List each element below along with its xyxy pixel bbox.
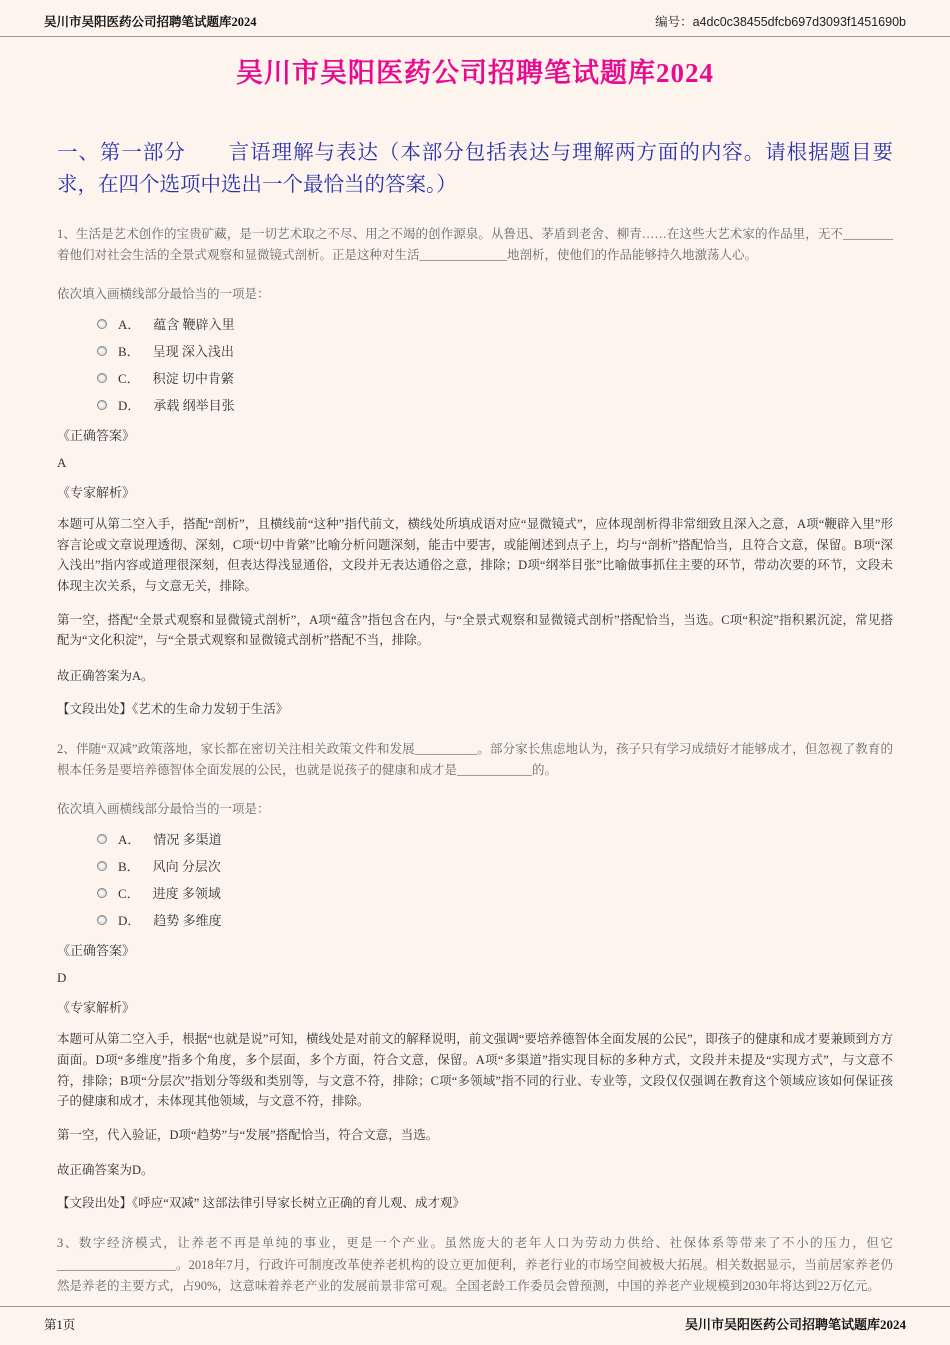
question-block-2: [57, 739, 893, 1212]
option-text: 趋势 多维度: [153, 913, 222, 929]
analysis-paragraph: 第一空，搭配“全景式观察和显微镜式剖析”，A项“蕴含”指包含在内，与“全景式观察和显微镜式剖析”搭配恰当，当选。C项“积淀”指积累沉淀，常见搭配为“文化积淀”，与“全景式观察和显微镜式剖析”搭配不当，排除。: [57, 612, 893, 648]
header-title: 吴川市吴阳医药公司招聘笔试题库2024: [44, 15, 257, 29]
analysis-heading: 《专家解析》: [57, 485, 136, 501]
options-list: [97, 829, 893, 929]
analysis-paragraph: 第一空，代入验证，D项“趋势”与“发展”搭配恰当，符合文意，当选。: [57, 1127, 439, 1142]
page-title: 吴川市吴阳医药公司招聘笔试题库2024: [236, 58, 714, 88]
option-row-c[interactable]: [97, 368, 893, 387]
passage-source: 【文段出处】《艺术的生命力发轫于生活》: [57, 701, 289, 716]
options-list: [97, 314, 893, 414]
option-letter: A．: [118, 317, 141, 333]
answer-conclusion: 故正确答案为A。: [57, 668, 154, 683]
option-row-b[interactable]: [97, 856, 893, 875]
answer-heading: 《正确答案》: [57, 943, 136, 959]
header-bar: [0, 0, 950, 37]
analysis-paragraph: 本题可从第二空入手，搭配“剖析”，且横线前“这种”指代前文，横线处所填成语对应“显微镜式”，应体现剖析得非常细致且深入之意，A项“鞭辟入里”形容言论或文章说理透彻、深刻，C项“切中肯綮”比喻分析问题深刻，能击中要害，或能阐述到点子上，均与“剖析”搭配恰当，且符合文意，保留。B项“深入浅出”指内容或道理很深刻，但表达得浅显通俗，文段并无表达通俗之意，排除；D项“纲举目张”比喻做事抓住主要的环节，带动次要的环节，文段未体现主次关系，与文意无关，排除。: [57, 517, 893, 593]
option-row-b[interactable]: [97, 341, 893, 360]
analysis-paragraph: 本题可从第二空入手，根据“也就是说”可知，横线处是对前文的解释说明，前文强调“要培养德智体全面发展的公民”，即孩子的健康和成才要兼顾到方方面面。D项“多维度”指多个角度，多个层面，多个方面，符合文意，保留。A项“多渠道”指实现目标的多种方式，文段并未提及“实现方式”，与文意不符，排除；B项“分层次”指划分等级和类别等，与文意不符，排除；C项“多领域”指不同的行业、专业等，文段仅仅强调在教育这个领域应该如何保证孩子的健康和成才，未体现其他领域，与文意不符，排除。: [57, 1032, 893, 1109]
answer-value: D: [57, 970, 67, 986]
option-text: 承载 纲举目张: [153, 398, 235, 414]
option-text: 积淀 切中肯綮: [152, 371, 234, 387]
option-letter: B．: [118, 344, 140, 360]
option-letter: D．: [118, 398, 141, 414]
footer-page-number: 第1页: [44, 1317, 76, 1332]
option-row-d[interactable]: [97, 395, 893, 414]
option-text: 情况 多渠道: [153, 832, 222, 848]
option-letter: D．: [118, 913, 141, 929]
answer-conclusion: 故正确答案为D。: [57, 1163, 154, 1178]
option-text: 呈现 深入浅出: [152, 344, 234, 360]
options-prompt: 依次填入画横线部分最恰当的一项是：: [57, 802, 270, 817]
options-prompt: 依次填入画横线部分最恰当的一项是：: [57, 287, 270, 302]
question-block-1: [57, 224, 893, 717]
section-heading: 一、第一部分 言语理解与表达（本部分包括表达与理解两方面的内容。请根据题目要求，在四个选项中选出一个最恰当的答案。）: [57, 142, 893, 196]
option-letter: C．: [118, 886, 140, 902]
radio-button-icon[interactable]: [97, 834, 107, 844]
option-text: 蕴含 鞭辟入里: [153, 317, 235, 333]
radio-button-icon[interactable]: [97, 915, 107, 925]
radio-button-icon[interactable]: [97, 400, 107, 410]
header-document-code: 编号：a4dc0c38455dfcb697d3093f1451690b: [655, 15, 906, 29]
question-stem: 1、生活是艺术创作的宝贵矿藏，是一切艺术取之不尽、用之不竭的创作源泉。从鲁迅、茅盾到老舍、柳青……在这些大艺术家的作品里，无不________着他们对社会生活的全景式观察和显微镜式剖析。正是这种对生活______________地剖析，使他们的作品能够持久地激荡人心。: [57, 226, 893, 262]
footer-bar: [0, 1306, 950, 1345]
option-text: 风向 分层次: [152, 859, 221, 875]
passage-source: 【文段出处】《呼应“双减” 这部法律引导家长树立正确的育儿观、成才观》: [57, 1196, 465, 1211]
option-row-a[interactable]: [97, 314, 893, 333]
option-text: 进度 多领域: [152, 886, 221, 902]
option-row-d[interactable]: [97, 910, 893, 929]
answer-heading: 《正确答案》: [57, 428, 136, 444]
radio-button-icon[interactable]: [97, 319, 107, 329]
question-stem: 3、数字经济模式，让养老不再是单纯的事业，更是一个产业。虽然庞大的老年人口为劳动力供给、社保体系等带来了不小的压力，但它___________________。2018年7月，行政许可制度改革使养老机构的设立更加便利，养老行业的市场空间被极大拓展。相关数据显示，当前居家养老仍然是养老的主要方式，占90%，这意味着养老产业的发展前景非常可观。全国老龄工作委员会曾预测，中国的养老产业规模到2030年将达到22万亿元。: [57, 1236, 893, 1293]
radio-button-icon[interactable]: [97, 346, 107, 356]
option-letter: C．: [118, 371, 140, 387]
question-stem: 2、伴随“双减”政策落地，家长都在密切关注相关政策文件和发展__________。部分家长焦虑地认为，孩子只有学习成绩好才能够成才，但忽视了教育的根本任务是要培养德智体全面发展的公民，也就是说孩子的健康和成才是____________的。: [57, 741, 893, 778]
radio-button-icon[interactable]: [97, 888, 107, 898]
analysis-heading: 《专家解析》: [57, 1000, 136, 1016]
radio-button-icon[interactable]: [97, 861, 107, 871]
option-row-a[interactable]: [97, 829, 893, 848]
question-block-3: [57, 1233, 893, 1297]
radio-button-icon[interactable]: [97, 373, 107, 383]
footer-title: 吴川市吴阳医药公司招聘笔试题库2024: [684, 1317, 906, 1332]
option-letter: B．: [118, 859, 140, 875]
document-content: [0, 224, 950, 1298]
answer-value: A: [57, 455, 67, 471]
option-row-c[interactable]: [97, 883, 893, 902]
option-letter: A．: [118, 832, 141, 848]
